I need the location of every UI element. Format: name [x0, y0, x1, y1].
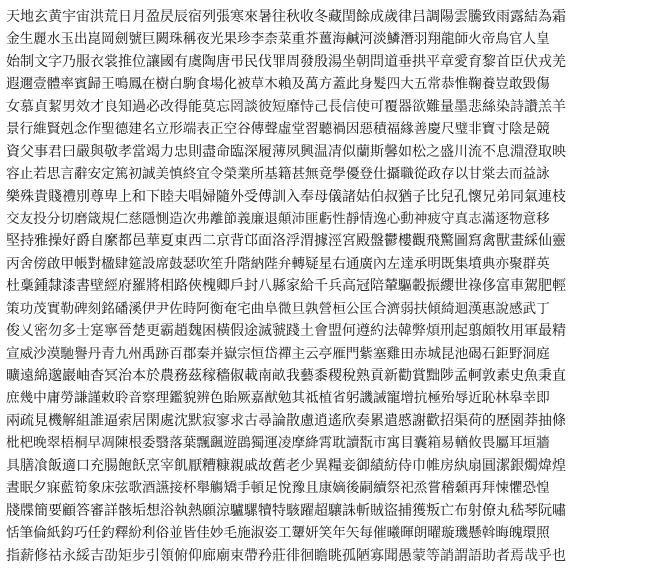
- text-line: 交友投分切磨箴規仁慈隱惻造次弗離節義廉退顛沛匪虧性靜情逸心動神疲守真志滿逐物意移: [6, 210, 550, 227]
- text-line: 兩疏見機解組誰逼索居閑處沈默寂寥求古尋論散慮逍遙欣奏累遣慼謝歡招渠荷的歷園莽抽條: [6, 412, 566, 429]
- text-line: 丙舍傍啟甲帳對楹肆筵設席鼓瑟吹笙升階納陛弁轉疑星右通廣內左達承明既集墳典亦聚群英: [6, 255, 550, 272]
- text-line: 曠遠綿邈巖岫杳冥治本於農務茲稼穡俶載南畝我藝黍稷稅熟貢新勸賞黜陟孟軻敦素史魚秉直: [6, 368, 566, 384]
- text-line: 金生麗水玉出崑岡劍號巨闕珠稱夜光果珍李柰菜重芥薑海鹹河淡鱗潛羽翔龍師火帝鳥官人皇: [6, 31, 550, 48]
- text-line: 始制文字乃服衣裳推位讓國有虞陶唐弔民伐罪周發殷湯坐朝問道垂拱平章愛育黎首臣伏戎羌: [6, 53, 566, 70]
- text-line: 杜稾鍾隸漆書壁經府羅將相路俠槐卿戶封八縣家給千兵高冠陪輦驅轂振纓世祿侈富車駕肥輕: [6, 278, 566, 295]
- text-line: 恬筆倫紙鈞巧任釣釋紛利俗並皆佳妙毛施淑姿工顰妍笑年矢每催曦暉朗曜璇璣懸斡晦魄環照: [6, 525, 550, 542]
- text-line: 宣威沙漠馳譽丹青九州禹跡百郡秦并嶽宗恒岱禪主云亭雁門紫塞雞田赤城昆池碣石鉅野洞庭: [6, 345, 550, 362]
- text-line: 天地玄黄宇宙洪荒日月盈昃辰宿列張寒來暑往秋收冬藏閏餘成歲律吕調陽雲騰致雨露結為霜: [6, 9, 566, 25]
- text-block: [4, 6, 646, 567]
- text-line: 晝眠夕寐藍筍象床弦歌酒讌接杯舉觴矯手頓足悅豫且康嫡後嗣續祭祀烝嘗稽顙再拜悚懼恐惶: [6, 480, 550, 497]
- text-line: 女慕貞絜男效才良知過必改得能莫忘罔談彼短靡恃己長信使可覆器欲難量墨悲絲染詩讚羔羊: [6, 98, 566, 115]
- text-line: 堅持雅操好爵自縻都邑華夏東西二京背邙面洛浮渭據涇宮殿盤鬱樓觀飛驚圖寫禽獸畫綵仙靈: [6, 233, 566, 250]
- text-line: 枇杷晚翠梧桐早凋陳根委翳落葉飄颻遊鵾獨運凌摩絳霄耽讀翫市寓目囊箱易輶攸畏屬耳垣牆: [6, 435, 550, 452]
- text-line: 俊乂密勿多士寔寧晉楚更霸趙魏困橫假途滅虢踐土會盟何遵約法韓弊煩刑起翦頗牧用軍最精: [6, 323, 566, 340]
- text-line: 策功茂實勒碑刻銘磻溪伊尹佐時阿衡奄宅曲阜微旦孰營桓公匡合濟弱扶傾綺迴漢惠說感武丁: [6, 300, 550, 317]
- text-line: 庶幾中庸勞謙謹敕聆音察理鑑貌辨色貽厥嘉猷勉其祗植省躬譏誡寵增抗極殆辱近恥林皋幸即: [6, 390, 550, 407]
- text-line: 樂殊貴賤禮別尊卑上和下睦夫唱婦隨外受傅訓入奉母儀諸姑伯叔猶子比兒孔懷兄弟同氣連枝: [6, 188, 566, 205]
- text-line: 具膳飡飯適口充腸飽飫烹宰飢厭糟糠親戚故舊老少異糧妾御績紡侍巾帷房紈扇圓潔銀燭煒煌: [6, 457, 566, 474]
- text-line: 牋牒簡要顧答審詳骸垢想浴執熱願涼驢騾犢特駭躍超驤誅斬賊盜捕獲叛亡布射僚丸嵇琴阮嘯: [6, 502, 566, 519]
- text-line: 景行維賢剋念作聖德建名立形端表正空谷傳聲虛堂習聽禍因惡積福緣善慶尺璧非寶寸陰是競: [6, 121, 550, 138]
- text-line: 資父事君曰嚴與敬孝當竭力忠則盡命臨深履薄夙興温凊似蘭斯馨如松之盛川流不息淵澄取映: [6, 143, 566, 160]
- text-line: 指薪修祜永綏吉劭矩步引領俯仰廊廟束帶矜莊徘徊瞻眺孤陋寡聞愚蒙等誚謂語助者焉哉乎也: [6, 547, 566, 564]
- text-line: 遐邇壹體率賓歸王鳴鳳在樹白駒食場化被草木賴及萬方蓋此身髮四大五常恭惟鞠養豈敢毀傷: [6, 76, 550, 93]
- text-line: 容止若思言辭安定篤初誠美慎終宜令榮業所基籍甚無竟學優登仕攝職從政存以甘棠去而益詠: [6, 166, 550, 183]
